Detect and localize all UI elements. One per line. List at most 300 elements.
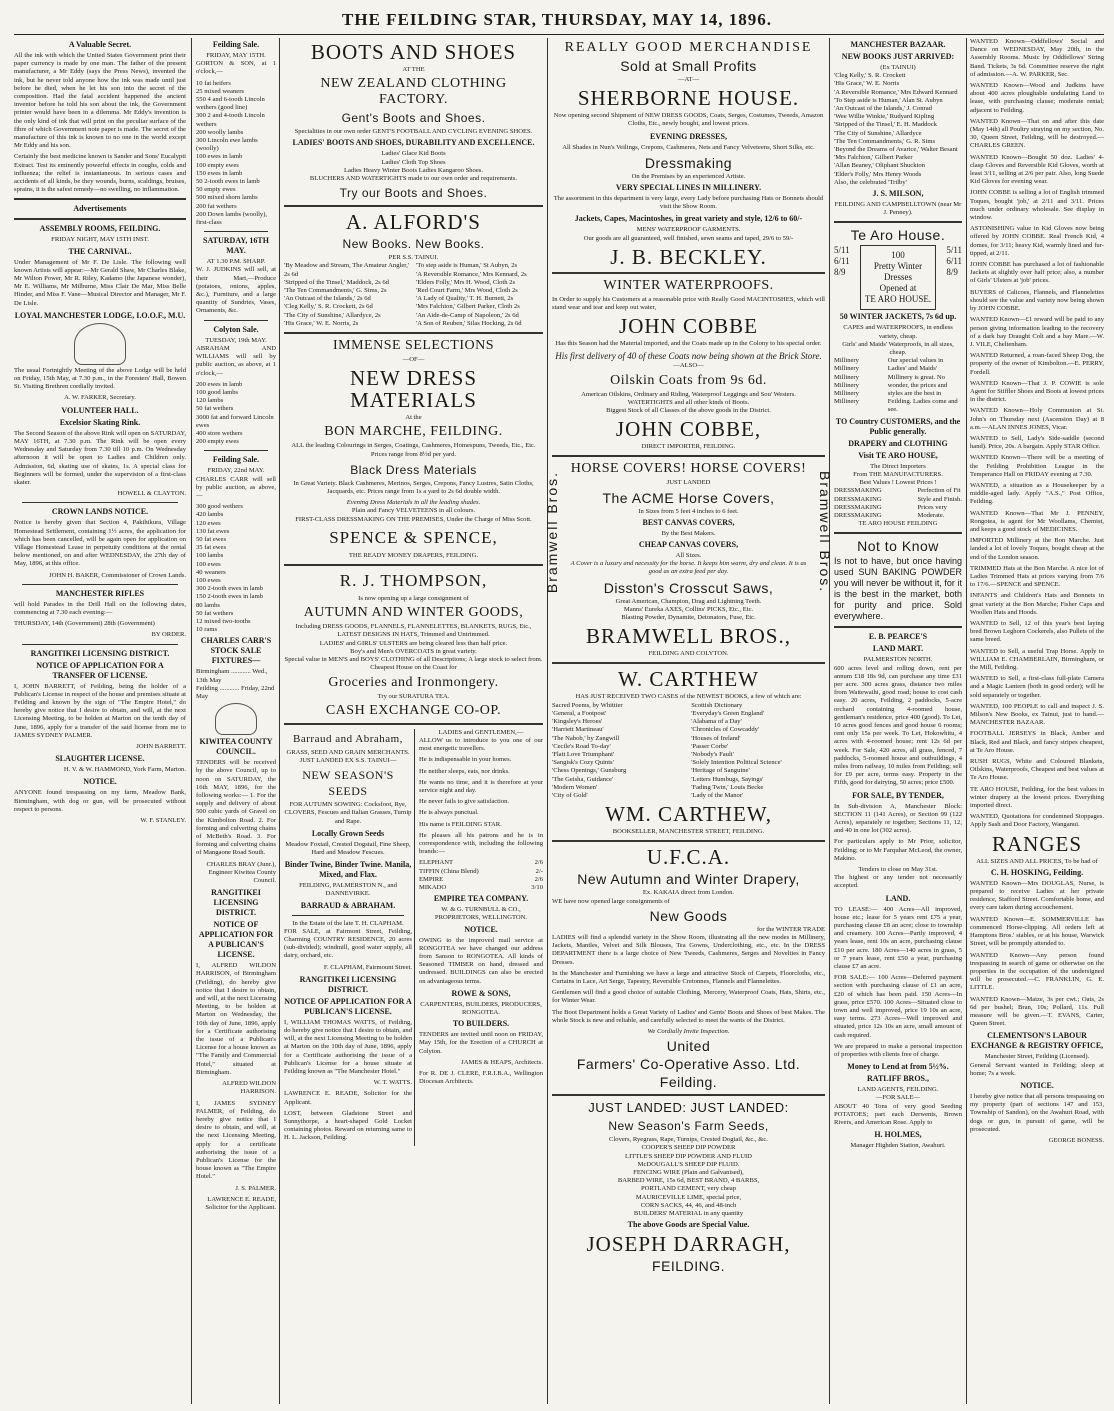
boots-at: AT THE — [402, 66, 425, 73]
mcdougall: McDOUGALL'S SHEEP DIP FLUID. — [637, 1160, 740, 1168]
list-item: 300 good wethers — [196, 503, 243, 511]
kiwitea-sign: CHARLES BRAY (Junr.), Engineer Kiwitea County Council. — [206, 860, 276, 885]
direct: The Direct Importers — [870, 462, 926, 470]
book-item: 'Sangisk's Cozy Quints' — [552, 759, 614, 767]
opened: WE have now opened large consignments of — [552, 897, 670, 905]
evening-dresses: EVENING DRESSES, — [650, 131, 727, 141]
groceries: Groceries and Ironmongery. — [328, 674, 499, 690]
final-notice-title: NOTICE. — [1020, 1080, 1054, 1090]
sale-date: FRIDAY, MAY 15TH. — [206, 52, 266, 59]
bones: GEORGE BONESS. — [1048, 1136, 1104, 1144]
barraud-sub: GRASS, SEED AND GRAIN MERCHANTS. — [286, 748, 410, 756]
volunteer-hall: VOLUNTEER HALL. — [61, 405, 139, 415]
watertights: WATERTIGHTS and all other kinds of Boots. — [627, 398, 750, 406]
disston-sub: Great American, Champion, Drag and Lightning Teeth. — [615, 597, 762, 605]
holmes: H. HOLMES, — [874, 1130, 922, 1140]
column-5 — [834, 38, 962, 1404]
book-item: 'The Ten Commandments,' G. R. Sims — [834, 137, 936, 145]
price-item: 8/9 — [946, 267, 958, 278]
turnbull: W. & G. TURNBULL & CO., PROPRIETORS, WELLINGTON. — [434, 906, 528, 922]
capes: CAPES and WATERPROOFS, in endless variety, cheap. — [843, 324, 953, 340]
estate: In the Estate of the late T. H. CLAPHAM. — [292, 919, 404, 927]
rangitikei-title: RANGITIKEI LICENSING DISTRICT. — [211, 888, 261, 918]
transfer-sign: JOHN BARRETT. — [136, 742, 186, 750]
feilding-sale2-title: Feilding Sale. — [212, 455, 260, 465]
carr-body: CHARLES CARR will sell by public auction, as above,— — [196, 475, 276, 499]
col3-lower — [284, 729, 543, 1146]
feilding-pn: FEILDING, PALMERSTON N., and DANNEVIRKE. — [299, 882, 397, 898]
list-item: 300 2-tooth ewes in lamb — [196, 585, 264, 593]
classified-ad: WANTED Known—Holy Communion at St. John's on Thursday next (Ascension Day) at 8 a.m.—ALAN INNES JONES, Vicar. — [970, 407, 1104, 431]
glace: Ladies' Glace Kid Boots — [381, 150, 446, 158]
carthew-title: W. CARTHEW — [618, 667, 759, 692]
overcoats: Boy's and Men's OVERCOATS in great variety. — [350, 647, 477, 655]
rangitikei: RANGITIKEI LICENSING DISTRICT. — [299, 974, 397, 994]
book-item: 'A Reversible Romance,' Mrs Kennard, 2s — [416, 270, 527, 278]
list-item: 50 empty ewes — [196, 186, 236, 194]
cobbe2-title: JOHN COBBE, — [615, 417, 762, 442]
price-item: 5/11 — [834, 245, 850, 256]
drapery: DRAPERY and CLOTHING — [848, 438, 948, 448]
classified-ad: TE ARO HOUSE, Feilding, for the best values in winter drapery at the lowest prices. Everything imported direct. — [970, 785, 1104, 810]
book-item: 'The Geisha, Guidance' — [552, 775, 614, 783]
trespass-sign: W. F. STANLEY. — [140, 816, 186, 824]
mens-title: MENS' WATERPROOF GARMENTS. — [636, 226, 741, 234]
acme-sub: In Sizes from 5 feet 4 inches to 6 feet. — [638, 507, 739, 515]
books-left-list — [284, 262, 411, 328]
cooper: COOPER'S SHEEP DIP POWDER — [641, 1144, 736, 1152]
book-item: 'An Aide-de-Camp of Napoleon,' 2s 6d — [416, 311, 519, 319]
book-item: 'Mrs Falchion,' Gilbert Parker, Cloth 2s — [416, 303, 520, 311]
classified-ad: TRIMMED Hats at the Bon Marche. A nice lot of Ladies Trimmed Hats at prices varying from 7/6 to 17/6.—SPENCE and SPENCE. — [970, 564, 1104, 589]
rowe-sub: CARPENTERS, BUILDERS, PRODUCERS, RONGOTEA. — [420, 1000, 542, 1016]
immense-title: IMMENSE SELECTIONS — [332, 338, 495, 354]
lodge-body: The usual Fortnightly Meeting of the above Lodge will be held on Friday, 15th May, at 7.30 p.m., in the Foresters' Hall, Bowen St. Visiting Brethren cordially invited. — [14, 366, 186, 391]
classified-ad: WANTED Known—E. SOMMERVILLE has commenced Horse-clipping. All orders left at Hamptons Bros.' stables, or at his house, Warwick Street, will be promptly attended to. — [970, 915, 1104, 948]
ulsters: LADIES' and GIRLS' ULSTERS are being cleared less than half price. — [319, 639, 508, 647]
millinery-row: Millinery — [834, 398, 859, 406]
classified-ad: BUYERS of Calicoes, Flannels, and Flannelettes should see the value and variety now being shown by JOHN COBBE. — [970, 288, 1104, 313]
classified-ad: WANTED Known—Bought 50 doz. Ladies' 4-clasp Gloves and Reversible Kid Gloves, worth at least 3/11, selling at 2/6 per pair. Also, long Suede Kid Gloves for evening wear. — [970, 153, 1104, 186]
book-item: 'Stripped of the Tinsel,' E. H. Maddock — [834, 121, 937, 129]
carr-fixtures-list — [196, 668, 276, 701]
classified-ad: WANTED Known—Oddfellows' Social and Dance on WEDNESDAY, May 20th, in the Assembly Rooms. Music by Oddfellows' String Band. Tickets, 3s 6d. Committee reserve the right of admission.—A. W. PARKER, Sec. — [970, 38, 1104, 78]
plain-velveteens: Plain and Fancy VELVETEENS in all colours. — [351, 507, 476, 515]
transfer-title: NOTICE OF APPLICATION FOR A TRANSFER OF LICENSE. — [36, 660, 164, 680]
bramwell-title: BRAMWELL BROS., — [586, 624, 791, 649]
heaps: JAMES & HEAPS, Architects. — [461, 1058, 543, 1066]
for-sale: FOR SALE:— 100 Acres—Deferred payment section with purchasing clause of £1 an acre, £20 of which has been paid. 150 Acres—In grass, price £570. 100 Acres—Situated close to town and well improved, price 19 10s an acre, easy terms. 273 Acres—Well improved and situated, price 12s 10s an acre, small amount of cash required. — [834, 974, 962, 1039]
holmes-sub: Manager Highden Station, Awahuri. — [850, 1142, 946, 1150]
book-item: 'An Outcast of the Islands,' 2s 6d — [284, 295, 371, 303]
seasons-seeds: NEW SEASON'S SEEDS — [302, 768, 394, 799]
millinery-row: Millinery — [834, 373, 859, 381]
tea-name: EMPIRE — [419, 875, 444, 883]
price-label: Dresses — [883, 272, 912, 283]
farm-seeds: New Season's Farm Seeds, — [608, 1119, 769, 1134]
millinery-block — [834, 357, 962, 414]
locally: Locally Grown Seeds — [311, 828, 385, 838]
bon-marche: BON MARCHE, FEILDING. — [324, 424, 503, 440]
skating-title: Excelsior Skating Rink. — [59, 417, 141, 427]
sale-body: FOR SALE, at Fairmont Street, Feilding, Charming COUNTRY RESIDENCE, 20 acres (sub-divided); windmill, good water supply, all dairy, orchard, etc. — [284, 927, 412, 960]
suratura: Try our SURATURA TEA. — [377, 692, 450, 700]
list-item: 100 ewes — [196, 560, 221, 568]
meadow: Meadow Foxtail, Crested Dogstail, Fine Sheep, Hard and Meadow Fescues. — [285, 840, 411, 856]
saturday-body: W. J. JUDKINS will sell, at their Mart,—Produce (potatoes, onions, apples, &c.), Furniture, and a large quantity of Sundries, Vases, Ornaments, &c. — [196, 266, 276, 315]
horse-covers: HORSE COVERS! HORSE COVERS! — [570, 461, 807, 477]
dressmaking-text-row: Perfection of Fit — [917, 487, 961, 495]
ladies-title: LADIES' BOOTS AND SHOES, DURABILITY AND EXCELLENCE. — [292, 138, 535, 148]
colyton-title: Colyton Sale. — [213, 324, 259, 334]
price-item: 6/11 — [946, 256, 962, 267]
ufca-body: LADIES will find a splendid variety in the Show Room, illustrating all the new modes in Millinery, Jackets, Mantles, Velvet and Silk Blouses, Tea Gowns, Underclothing, etc., etc. In the DRESS DEPARTMENT there is a large choice of New Tweeds, Cashmeres, Serges and Novelties in Fancy Dresses. — [552, 933, 825, 966]
just-landed2: JUST LANDED: JUST LANDED: — [588, 1100, 789, 1116]
gents-sub: Specialities in our own order GENT'S FOOTBALL AND CYCLING EVENING SHOES. — [294, 128, 533, 136]
autumn-sowing: FOR AUTUMN SOWING: Cocksfoot, Rye, CLOVERS, Fescues and Italian Grasses, Turnip and Rape. — [284, 801, 412, 825]
classified-ad: WANTED Known—That on and after this date (May 14th) all Poultry straying on my section, No. 30, Queen Street, Feilding, will be destroyed.—CHARLES GREEN. — [970, 117, 1104, 150]
dressmaking-row: DRESSMAKING — [834, 487, 882, 495]
column-divider — [279, 38, 280, 1404]
skating-body: The Second Season of the above Rink will open on SATURDAY, MAY 16TH, at 7.30 p.m. The Rink will be open every Wednesday and Saturday from 7.30 till 10 p.m. On Wednesday afternoon it will be open to Ladies and Children only. Admission, 6d, skating use of skates, 1s. A special class for Beginners will be formed, under the supervision of a first-class skater. — [14, 429, 186, 486]
book-item: 'The City of Sunshine,' Allardyce — [834, 129, 922, 137]
tea-price: 2/6 — [534, 859, 543, 867]
also: —ALSO— — [673, 362, 704, 370]
gents-title: Gent's Boots and Shoes. — [341, 111, 486, 126]
classified-ad: WANTED, Quotations for condemned Stoppages. Apply Sash and Door Factory, Wanganui. — [970, 813, 1104, 829]
price-label: Opened at — [879, 283, 917, 294]
just-landed: JUST LANDED — [666, 479, 711, 487]
classified-ad: WANTED Known—Wood and Judkins have about 400 acres ploughable undulating Land to lease, with purchasing clause; moderate rental; adjacent to Feilding. — [970, 82, 1104, 114]
book-item: 'His Grace,' W. E. Norris — [834, 80, 900, 88]
millinery-row: Millinery — [834, 357, 859, 365]
tea-price: 3/10 — [531, 883, 543, 891]
carr-items-list — [196, 503, 276, 634]
tea-row — [419, 884, 543, 892]
not-to-know-body: Is not to have, but once having used SUN BAKING POWDER you will never be without it, for it is the best in the market, both for purity and price. Sold everywhere. — [834, 556, 962, 622]
book-item: 'Allan Beaney,' Oliphant Shuckton — [834, 162, 925, 170]
book-item: 'Flatt Love Triumphant' — [552, 750, 615, 758]
classified-ad: JOHN COBBE has purchased a lot of fashionable Jackets at slightly over half price; also, a number of Girls' Ulsters at 'job' prices. — [970, 261, 1104, 285]
book-item: 'Passer Corbe' — [691, 742, 729, 750]
blasting: Blasting Powder, Dynamite, Detonators, Fuse, Etc. — [621, 614, 756, 622]
farmers: Farmers' Co-Operative Asso. Ltd. — [576, 1056, 801, 1073]
kangaroo: Ladies Heavy Winter Boots Ladies Kangaroo Shoes. — [344, 166, 483, 174]
american: American Oilskins, Ordinary and Riding, Waterproof Leggings and Sou' Westers. — [581, 390, 796, 398]
cover-luxury: A Cover is a luxury and necessity for the horse. It keeps him warm, dry and clean. It is as good as an extra feed per day. — [570, 560, 807, 576]
united: United — [666, 1038, 711, 1055]
darragh-title: JOSEPH DARRAGH, — [586, 1232, 791, 1257]
ex-tainui: (Ex TAINUI) — [880, 64, 916, 71]
particulars: For particulars apply to Mr Prior, solicitor, Feilding; or to Mr Farquhar McLeod, the owner, Makino. — [834, 838, 962, 862]
dressmaking-text — [917, 487, 962, 520]
dressmaking-text-row: Moderate. — [917, 511, 945, 519]
column-3 — [284, 38, 543, 1404]
te-aro-prices — [834, 245, 962, 310]
list-item: 200 empty ewes — [196, 438, 239, 446]
acme: The ACME Horse Covers, — [602, 489, 775, 506]
wanted-list — [970, 38, 1104, 830]
cobbe-body: Has this Season had the Material imported, and the Coats made up in the Colony to his special order. — [555, 340, 822, 348]
dressmaking-title: Dressmaking — [644, 154, 733, 171]
harrison-sign: ALFRED WILDON HARRISON. — [222, 1080, 276, 1096]
heaps-addr: For R. DE J. CLERE, F.R.I.B.A., Wellington Diocesan Architects. — [419, 1070, 543, 1086]
trespass-title: NOTICE. — [83, 777, 117, 787]
from: From THE MANUFACTURERS. — [853, 470, 943, 478]
carr-fixtures-title: CHARLES CARR'S STOCK SALE FIXTURES— — [200, 636, 272, 666]
classified-ad: WANTED to Sell, 12 of this year's best laying bred Brown Leghorn Cockerels, also Pullets of the same breed. — [970, 620, 1104, 644]
carnival-title: THE CARNIVAL. — [68, 246, 132, 256]
tea-name: ELEPHANT — [419, 859, 454, 867]
col3-lower-right — [414, 729, 543, 1146]
classified-ad: WANTED Known—That J. P. COWIE is sole Agent for Stiffler Shoes and Boots at lowest prices in the district. — [970, 379, 1104, 404]
book-item: 'The City of Sunshine,' Allardyce, 2s — [284, 311, 381, 319]
carthew-body: HAS JUST RECEIVED TWO CASES of the NEWEST BOOKS, a few of which are: — [575, 693, 802, 701]
te-aro-dm: TE ARO HOUSE FEILDING — [858, 520, 938, 528]
winter-body: In Order to supply his Customers at a reasonable price with Really Good MACINTOSHES, which will stand wear and tear and keep out water, — [552, 295, 825, 312]
classified-ad: FOOTBALL JERSEYS in Black, Amber and Black, Red and Black, and fancy stripes cheapest, at Te Aro House. — [970, 730, 1104, 754]
ranges-sub: ALL SIZES AND ALL PRICES, To be had of — [976, 857, 1098, 865]
list-item: 420 lambs — [196, 511, 224, 519]
feilding-label: Feilding. — [659, 1074, 718, 1091]
bramwell-sub: FEILDING AND COLYTON. — [648, 650, 729, 658]
book-item: 'Lady of the Manor' — [691, 791, 744, 799]
book-item: 'Kingsley's Heroes' — [552, 718, 603, 726]
visit: Visit TE ARO HOUSE, — [858, 450, 938, 460]
price-item: 5/11 — [946, 245, 962, 256]
watts-title: NOTICE OF APPLICATION FOR A PUBLICAN'S LICENSE. — [284, 996, 412, 1016]
valuable-secret-body: All the ink with which the United States Government print their paper currency is made by one man. The father of the present manufacturer, a Mr Eddy (says the Press News), invented the ink, but he never told anyone how the ink was made until just before he died, when he let his son into the secret of the composition. Had the fatal accident happened the ancient inventor before he told his son about the ink, the Government printer would have been in a dilemma. Mr Eddy's invention is the only kind of ink that will print on the peculiar surface of the fibre of which Government note paper is made. The secret of the manufacture of this ink is known to no one in the world except Mr Eddy and his son. — [14, 52, 186, 150]
rifles-order: BY ORDER. — [151, 631, 186, 639]
opening: Now opening second Shipment of NEW DRESS GOODS, Coats, Serges, Costumes, Tweeds, Amazon Cloths, Etc., newly bought, and lowest prices. — [553, 112, 824, 128]
money: Money to Lend at from 5½%. — [847, 1062, 949, 1072]
column-4 — [544, 38, 833, 1404]
list-item: 400 store wethers — [196, 429, 243, 437]
clements-sub: Manchester Street, Feilding (Licensed). — [984, 1053, 1090, 1061]
lodge-sign: A. W. FARKER, Secretary. — [64, 394, 136, 402]
reade-sign: LAWRENCE E. READE, Solicitor for the Applicant. — [205, 1195, 276, 1211]
rangitikei-title: RANGITIKEI LICENSING DISTRICT. — [30, 648, 170, 658]
black-body: In Great Variety. Black Cashmeres, Merinos, Serges, Crepons, Fancy Lustres, Satin Cloths, Jacquards, etc. Prices range from 1s a yard to 2s 6d double width. — [293, 479, 534, 496]
tea-price: 2/- — [535, 867, 543, 875]
dressmaking-row: DRESSMAKING — [834, 495, 882, 503]
list-item: 80 lambs — [196, 601, 220, 609]
kiwitea-title: KIWITEA COUNTY COUNCIL. — [199, 737, 273, 757]
hosking: C. H. HOSKING, Feilding. — [990, 867, 1084, 877]
list-item: 100 lambs — [196, 552, 224, 560]
land-body: 600 acres level and rolling down, rent per annum £18 18s 9d, can purchase any time £31 per acre. 300 acres grass, distance two miles from Waitewaihi, good road; house to cost cash easy. 20 acres, Feilding, 2 paddocks, 5-acre orchard containing 4-roomed house, gentleman's residence, price 400 (good). To Let, 10 acres good fences and good house 6 rooms; rent only 15s per week. To Let, Hokowhitu, 4 acres with 4-roomed house; rent 12s 6d per week. For Sale, 420 acres, all grass, fenced, 7 paddocks, 5-roomed house and outbuildings, 4 miles from railway, 10 miles from Feilding; sell for £9 per acre, terms easy. Property in the Fifth, good for dairying, 50 acres; price £500. — [834, 664, 962, 787]
book-item: 'By Meadow and Stream, The Amateur Angler,' 2s 6d — [284, 262, 410, 278]
list-item: 130 fat ewes — [196, 527, 230, 535]
book-item: 'A Son of Reuben,' Silas Hocking, 2s 6d — [416, 319, 522, 327]
carnival-body: Under Management of Mr F. De Lisle. The following well known Artists will appear:—Mr Gerald Shaw, Mr Charles Blake, Mr Wilton Power, Mr R. Riley, Kadamo (the Japanese wonder), Mr E. Williams, Mr Milburne, Miss Clair De Mar, Miss Belle Hinder, and Miss F. Vane—Musical Director and Manager, Mr F. De Lisle. — [14, 258, 186, 307]
cheapest: Cheapest House on the Coast for — [370, 664, 457, 672]
book-item: 'Heritage of Sanguine' — [691, 767, 750, 775]
tea-name: His name is FEILDING STAR. — [419, 820, 502, 828]
thompson-title: R. J. THOMPSON, — [339, 571, 488, 591]
classified-ad: WANTED Known—Mrs DOUGLAS, Nurse, is prepared to receive Ladies at her private residence, Stafford Street. Comfortable home, and every care taken during accouchement. — [970, 879, 1104, 912]
manchester: In the Manchester and Furnishing we have a large and attractive Stock of Carpets, Floorcloths, etc., Curtains in Lace, Art Serge, Tapestry, Reversible Cretonnes, Flannels and Flannelettes. — [552, 969, 825, 985]
book-item: 'Elder's Folly,' Mrs Henry Woods — [834, 170, 922, 178]
classified-ad: ASTONISHING value in Kid Gloves now being offered by JOHN COBBE. Real French Kid, 4 domes, for 3/11; heavy Kid, warmly lined and fur-tipped, at 2/11. — [970, 225, 1104, 257]
jackets-line: Jackets, Capes, Macintoshes, in great variety and style, 12/6 to 60/- — [574, 214, 803, 224]
bon-body: ALL the leading Colourings in Serges, Coatings, Cashmeres, Homespuns, Tweeds, Etc., Etc. Prices range from 8½d per yard. — [291, 442, 536, 458]
tea-allow: ALLOW us to introduce to you one of our most energetic travellers. — [419, 736, 543, 753]
at-label: —AT— — [677, 76, 700, 83]
column-divider — [547, 38, 548, 1404]
list-item: 35 fat ewes — [196, 544, 227, 552]
bramwell-ad — [544, 461, 833, 658]
list-item: 50 2-tooth ewes in lamb — [196, 178, 260, 186]
alford-title: A. ALFORD'S — [346, 210, 481, 235]
tea-never: He never fails to give satisfaction. — [419, 798, 510, 806]
col3-lower-left — [284, 729, 412, 1146]
canvas: BEST CANVAS COVERS, — [642, 517, 735, 527]
masthead-rule — [14, 34, 1104, 35]
classified-ad: WANTED Known—There will be a meeting of the Feilding Prohibition League in the Temperance Hall on FRIDAY evening at 7.30. — [970, 454, 1104, 478]
classified-ad: WANTED, a situation as a Housekeeper by a middle-aged lady. Apply "A.S.," Post Office, Feilding. — [970, 481, 1104, 506]
tainui: PER S.S. TAINUI. — [388, 254, 439, 262]
book-item: 'Everyday's Green England' — [691, 709, 765, 717]
tea-row — [419, 868, 543, 876]
advertisements-title: Advertisements — [73, 204, 127, 214]
boot-dept: The Boot Department holds a Great Variety of Ladies' and Gents' Boots and Shoes of best Makes. The whole Stock is new and reliable, and carefully selected to meet the wants of the District. — [552, 1008, 825, 1024]
ufca-title: U.F.C.A. — [646, 845, 731, 870]
crown-lands-title: CROWN LANDS NOTICE. — [51, 507, 149, 517]
list-item: 200 Down lambs (woolly), first-class — [196, 210, 268, 227]
first-delivery: His first delivery of 40 of these Coats now being shown at the Brick Store. — [555, 351, 822, 362]
list-item: 100 good lambs — [196, 388, 239, 396]
book-item: 'A Lady of Quality,' T. H. Burnett, 2s — [416, 295, 514, 303]
list-item: 50 fat wethers — [196, 405, 234, 413]
dressmaking-text-row: Prices very — [917, 503, 947, 511]
special: The above Goods are Special Value. — [627, 1220, 750, 1230]
sale-title: Feilding Sale. — [212, 40, 260, 49]
price-label: Pretty Winter — [873, 261, 923, 272]
notice-title: NOTICE OF APPLICATION FOR A PUBLICAN'S LICENSE. — [198, 920, 274, 960]
classified-ad: JOHN COBBE is selling a lot of English trimmed Toques, bought 'job,' at 2/11 and 3/11. Prices much under ordinary wholesale. See display in window. — [970, 189, 1104, 222]
bramwell-side-right: Bramwell Bros. — [817, 471, 833, 594]
country: TO Country CUSTOMERS, and the Public generally. — [835, 416, 961, 436]
column-divider — [191, 38, 192, 1404]
premises: On the Premises by an experienced Artiste. — [631, 172, 746, 180]
classified-ad: WANTED Known—£1 reward will be paid to any person giving information leading to the recovery of a dark bay Draught Colt and a bay Mare.—W. J. VILE, Cheltenham. — [970, 316, 1104, 348]
coat-of-arms-icon — [215, 703, 257, 735]
list-item: Feilding ............ Friday, 22nd May — [196, 684, 275, 700]
friday-night: FRIDAY NIGHT, MAY 15TH INST. — [51, 236, 149, 244]
lodge-title: LOYAL MANCHESTER LODGE, I.O.O.F., M.U. — [14, 310, 186, 320]
classified-ad: WANTED, 100 PEOPLE to call and inspect J. S. Milson's New Books, ex Tainui, just to hand.—MANCHESTER BAZAAR. — [970, 702, 1104, 727]
millinery-row: Millinery — [834, 365, 859, 373]
book-item: 'Elders Folly,' Mrs H. Wood, Cloth 2s — [416, 278, 516, 286]
cobbe2-sub: DIRECT IMPORTER, FEILDING. — [641, 443, 736, 451]
new-books: New Books. New Books. — [342, 237, 485, 252]
rifles-body: will hold Parades in the Drill Hall on the following dates, commencing at 7.30 each evening:— — [14, 600, 186, 616]
cloth: Ladies' Cloth Top Shoes — [381, 158, 446, 166]
list-item: 120 ewes — [196, 519, 221, 527]
prices-left — [834, 245, 850, 310]
dressmaking-text-row: Style and Finish. — [917, 495, 962, 503]
saturday-time: AT 1.30 P.M. SHARP. — [206, 258, 266, 266]
palmer-body: I, JAMES SYDNEY PALMER, of Feilding, do hereby give notice that I desire to obtain, and will, at the next Licensing Meeting, apply for a certificate authorising the issue of a Publican's License for the house known as "The Empire Hotel." — [196, 1099, 276, 1181]
winter-trade: for the WINTER TRADE — [756, 925, 825, 933]
rowe-title: ROWE & SONS, — [451, 988, 511, 998]
beckley-title: J. B. BECKLEY. — [610, 244, 767, 269]
masthead: THE FEILDING STAR, THURSDAY, MAY 14, 1896. — [342, 10, 772, 29]
price-item: 6/11 — [834, 256, 850, 267]
list-item: 3000 fat and forward Lincoln ewes — [196, 413, 274, 429]
ratliff-sub: LAND AGENTS, FEILDING. — [857, 1086, 939, 1094]
tenders-close: Tenders to close on May 31st. — [858, 865, 938, 873]
pearce: E. B. PEARCE'S — [868, 632, 928, 642]
book-item: Sacred Poems, by Whittier — [552, 701, 623, 709]
prices-right — [946, 245, 962, 310]
list-item: 300 Lincoln ewe lambs (woolly) — [196, 137, 258, 153]
book-item: 'Red Court Farm,' Mrs Wood, Cloth 2s — [416, 287, 518, 295]
cheap: CHEAP CANVAS COVERS, — [638, 540, 739, 550]
dressmaking: FIRST-CLASS DRESSMAKING ON THE PREMISES, Under the Charge of Miss Scott. — [295, 515, 532, 523]
book-item: 'The Ten Commandments,' G. Sims, 2s — [284, 287, 387, 295]
book-item: 'To Step aside is Human,' Alan St. Aubyn — [834, 96, 943, 104]
tea-neither: He neither sleeps, eats, nor drinks. — [419, 767, 510, 775]
biggest: Biggest Stock of all Classes of the above goods in the District. — [606, 407, 771, 415]
carthew2-title: WM. CARTHEW, — [605, 802, 772, 827]
book-item: 'Mrs Falchion,' Gilbert Parker — [834, 154, 913, 162]
list-item: 50 fat wethers — [196, 609, 234, 617]
slaughter-title: SLAUGHTER LICENSE. — [55, 754, 145, 764]
millinery-rows — [834, 357, 885, 414]
millinery-text: Our special values in Ladies' and Maids' Millinery is great. No wonder, the prices and styles are the best in Feilding. Ladies come and see. — [887, 357, 958, 414]
te-aro-title: Te Aro House. — [850, 227, 946, 244]
list-item: 10 fat heifers — [196, 79, 231, 87]
column-1 — [14, 38, 186, 1404]
carthew-books-left — [552, 702, 686, 800]
books-table — [284, 262, 543, 328]
list-item: 150 2-tooth ewes in lamb — [196, 593, 264, 601]
classified-ad: WANTED to Sell, a useful Trap Horse. Apply to WILLIAM E. CHAMBERLAIN, Birmingham, or the Mill, Feilding. — [970, 647, 1104, 672]
book-item: 'Cecile's Road To-day' — [552, 742, 611, 750]
mercery: Special value in MEN'S and BOYS' CLOTHING of all Descriptions; A large stock to select from. — [284, 656, 543, 664]
book-item: 'Alabama of a Day' — [691, 718, 742, 726]
column-divider — [966, 38, 967, 1404]
boots-title: BOOTS AND SHOES — [310, 40, 517, 64]
classified-ad: WANTED Known—Any person found trespassing in search of game or otherwise on the properties in the occupation of the undersigned will be prosecuted.—C. FRANKLIN, G. E. LITTLE. — [970, 951, 1104, 992]
cordially: We Cordially Invite Inspection. — [647, 1027, 730, 1035]
sale-items-list — [196, 80, 276, 228]
book-item: 'An Outcast of the Islands,' J. Conrad — [834, 105, 932, 113]
kiwitea-body: TENDERS will be received by the above Council, up to noon on SATURDAY, the 16th MAY, 1896, for the following works:— 1. For the supply and delivery of about 500 cubic yards of Gravel on the Kimbolton Road. 2. For forming and culverting chains of McBeth's Road. 3. For forming and culverting chains of Mangaone Road South. — [196, 759, 276, 857]
tea-price: 2/6 — [534, 875, 543, 883]
book-item: 'His Grace,' W. E. Norris, 2s — [284, 319, 359, 327]
sherborne-title: SHERBORNE HOUSE. — [577, 86, 800, 111]
gentlemen: Gentlemen will find a good choice of suitable Clothing, Mercery, Waterproof Coats, Hats, Shirts, etc., for Winter Wear. — [552, 989, 825, 1005]
tea-wants: He wants no time, and it is therefore at your service night and day. — [419, 778, 543, 794]
book-item: 'General, a Footpost' — [552, 709, 607, 717]
book-item: 'Cleg Kelly,' S. R. Crockett, 2s 6d — [284, 303, 373, 311]
book-item: 'Letters Humbugs, Sayings' — [691, 775, 764, 783]
book-item: 'A Reversible Romance,' Mrs Edward Kennard — [834, 88, 958, 96]
book-item: 'Houses of Ireland' — [691, 734, 741, 742]
book-item: 'City of Gold' — [552, 791, 588, 799]
list-item: 550 4 and 6-tooth Lincoln wethers (good line) — [196, 96, 265, 112]
tea-pleasure: He pleases all his patrons and he is in correspondence with, including the following brands:— — [419, 831, 543, 856]
list-item: 50 fat ewes — [196, 535, 227, 543]
highest: The highest or any tender not necessarily accepted. — [834, 874, 962, 890]
book-item: Scottish Dictionary — [691, 701, 743, 709]
list-item: 200 woolly lambs — [196, 128, 244, 136]
rifles-dates: THURSDAY, 14th (Government) 28th (Government) — [14, 620, 155, 628]
bluchers: BLUCHERS AND WATERTIGHTS made to our own order and requirements. — [309, 175, 518, 183]
